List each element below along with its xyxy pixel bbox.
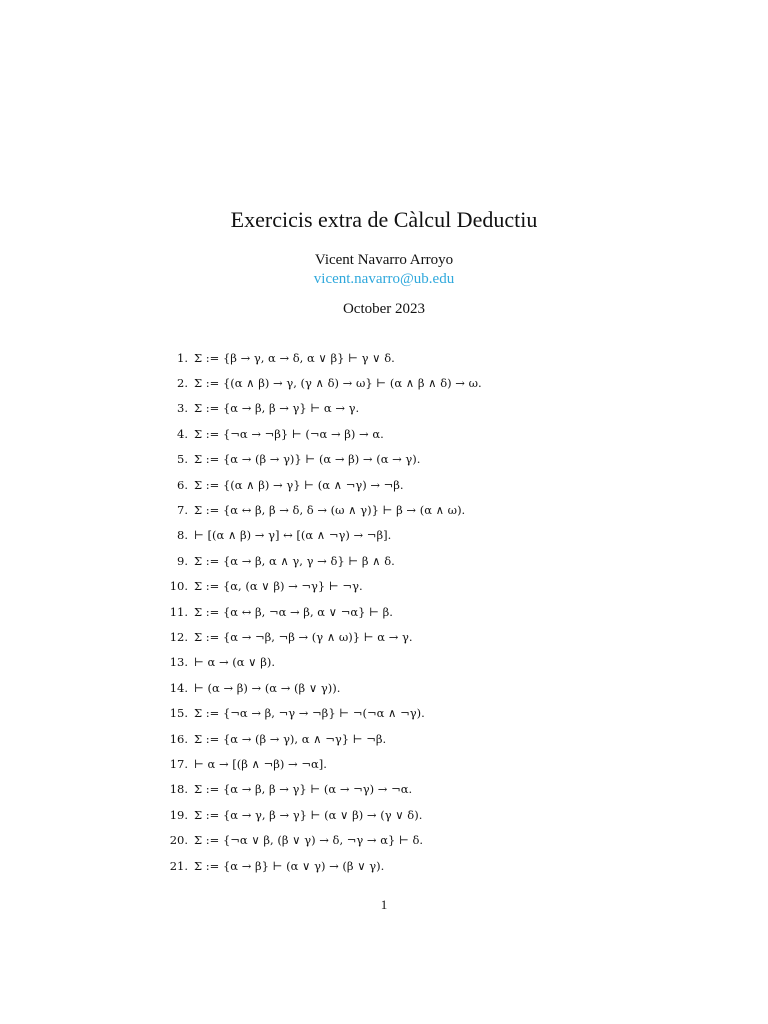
exercise-formula: Σ := {α ↔ β, ¬α → β, α ∨ ¬α} ⊢ β. — [194, 604, 393, 619]
exercise-number: 9. — [177, 553, 188, 568]
exercise-number: 2. — [177, 376, 188, 391]
exercise-formula: Σ := {α → β} ⊢ (α ∨ γ) → (β ∨ γ). — [194, 858, 385, 873]
page-number: 1 — [380, 897, 388, 912]
exercise-item — [0, 700, 768, 725]
exercise-item — [0, 853, 768, 878]
exercise-number: 16. — [169, 731, 188, 746]
exercise-item — [0, 523, 768, 548]
exercise-item — [0, 624, 768, 649]
exercise-formula: Σ := {α ↔ β, β → δ, δ → (ω ∧ γ)} ⊢ β → (α ∧ ω). — [194, 503, 466, 518]
exercise-formula: Σ := {α → β, α ∧ γ, γ → δ} ⊢ β ∧ δ. — [194, 553, 395, 568]
exercise-number: 11. — [169, 604, 188, 619]
exercise-number: 17. — [169, 756, 188, 771]
exercise-formula: Σ := {(α ∧ β) → γ} ⊢ (α ∧ ¬γ) → ¬β. — [194, 477, 404, 492]
exercise-list — [0, 345, 768, 878]
document-date: October 2023 — [342, 301, 426, 317]
exercise-item — [0, 751, 768, 776]
exercise-number: 21. — [169, 858, 188, 873]
exercise-formula: Σ := {¬α ∨ β, (β ∨ γ) → δ, ¬γ → α} ⊢ δ. — [194, 833, 424, 848]
exercise-formula: ⊢ (α → β) → (α → (β ∨ γ)). — [194, 680, 341, 695]
exercise-number: 15. — [169, 706, 188, 721]
exercise-number: 10. — [169, 579, 188, 594]
exercise-item — [0, 599, 768, 624]
exercise-item — [0, 396, 768, 421]
author-email-link[interactable]: vicent.navarro@ub.edu — [313, 271, 455, 287]
exercise-number: 19. — [169, 807, 188, 822]
exercise-number: 8. — [177, 528, 188, 543]
exercise-item — [0, 574, 768, 599]
exercise-number: 1. — [177, 350, 188, 365]
exercise-formula: Σ := {¬α → ¬β} ⊢ (¬α → β) → α. — [194, 426, 384, 441]
exercise-item — [0, 802, 768, 827]
exercise-number: 7. — [177, 503, 188, 518]
exercise-formula: Σ := {¬α → β, ¬γ → ¬β} ⊢ ¬(¬α ∧ ¬γ). — [194, 706, 425, 721]
exercise-number: 4. — [177, 426, 188, 441]
exercise-item — [0, 472, 768, 497]
exercise-formula: ⊢ [(α ∧ β) → γ] ↔ [(α ∧ ¬γ) → ¬β]. — [194, 528, 392, 543]
exercise-number: 6. — [177, 477, 188, 492]
exercise-item — [0, 447, 768, 472]
exercise-number: 12. — [169, 629, 188, 644]
exercise-item — [0, 675, 768, 700]
exercise-item — [0, 345, 768, 370]
exercise-formula: Σ := {α → ¬β, ¬β → (γ ∧ ω)} ⊢ α → γ. — [194, 629, 413, 644]
exercise-item — [0, 370, 768, 395]
exercise-formula: Σ := {α → γ, β → γ} ⊢ (α ∨ β) → (γ ∨ δ). — [194, 807, 423, 822]
exercise-number: 5. — [177, 452, 188, 467]
exercise-formula: ⊢ α → (α ∨ β). — [194, 655, 276, 670]
author-name: Vicent Navarro Arroyo — [314, 252, 454, 268]
exercise-item — [0, 777, 768, 802]
exercise-item — [0, 548, 768, 573]
exercise-item — [0, 827, 768, 852]
exercise-item — [0, 421, 768, 446]
exercise-item — [0, 497, 768, 522]
exercise-number: 20. — [169, 833, 188, 848]
exercise-formula: Σ := {α, (α ∨ β) → ¬γ} ⊢ ¬γ. — [194, 579, 363, 594]
exercise-formula: Σ := {α → (β → γ), α ∧ ¬γ} ⊢ ¬β. — [194, 731, 387, 746]
exercise-number: 3. — [177, 401, 188, 416]
exercise-number: 18. — [169, 782, 188, 797]
exercise-formula: Σ := {α → β, β → γ} ⊢ (α → ¬γ) → ¬α. — [194, 782, 413, 797]
exercise-number: 14. — [169, 680, 188, 695]
exercise-item — [0, 726, 768, 751]
exercise-formula: ⊢ α → [(β ∧ ¬β) → ¬α]. — [194, 756, 327, 771]
exercise-formula: Σ := {(α ∧ β) → γ, (γ ∧ δ) → ω} ⊢ (α ∧ β ∧ δ) → ω. — [194, 376, 482, 391]
document-title: Exercicis extra de Càlcul Deductiu — [230, 207, 538, 232]
exercise-formula: Σ := {β → γ, α → δ, α ∨ β} ⊢ γ ∨ δ. — [194, 350, 395, 365]
exercise-item — [0, 650, 768, 675]
exercise-formula: Σ := {α → (β → γ)} ⊢ (α → β) → (α → γ). — [194, 452, 421, 467]
exercise-formula: Σ := {α → β, β → γ} ⊢ α → γ. — [194, 401, 360, 416]
exercise-number: 13. — [169, 655, 188, 670]
